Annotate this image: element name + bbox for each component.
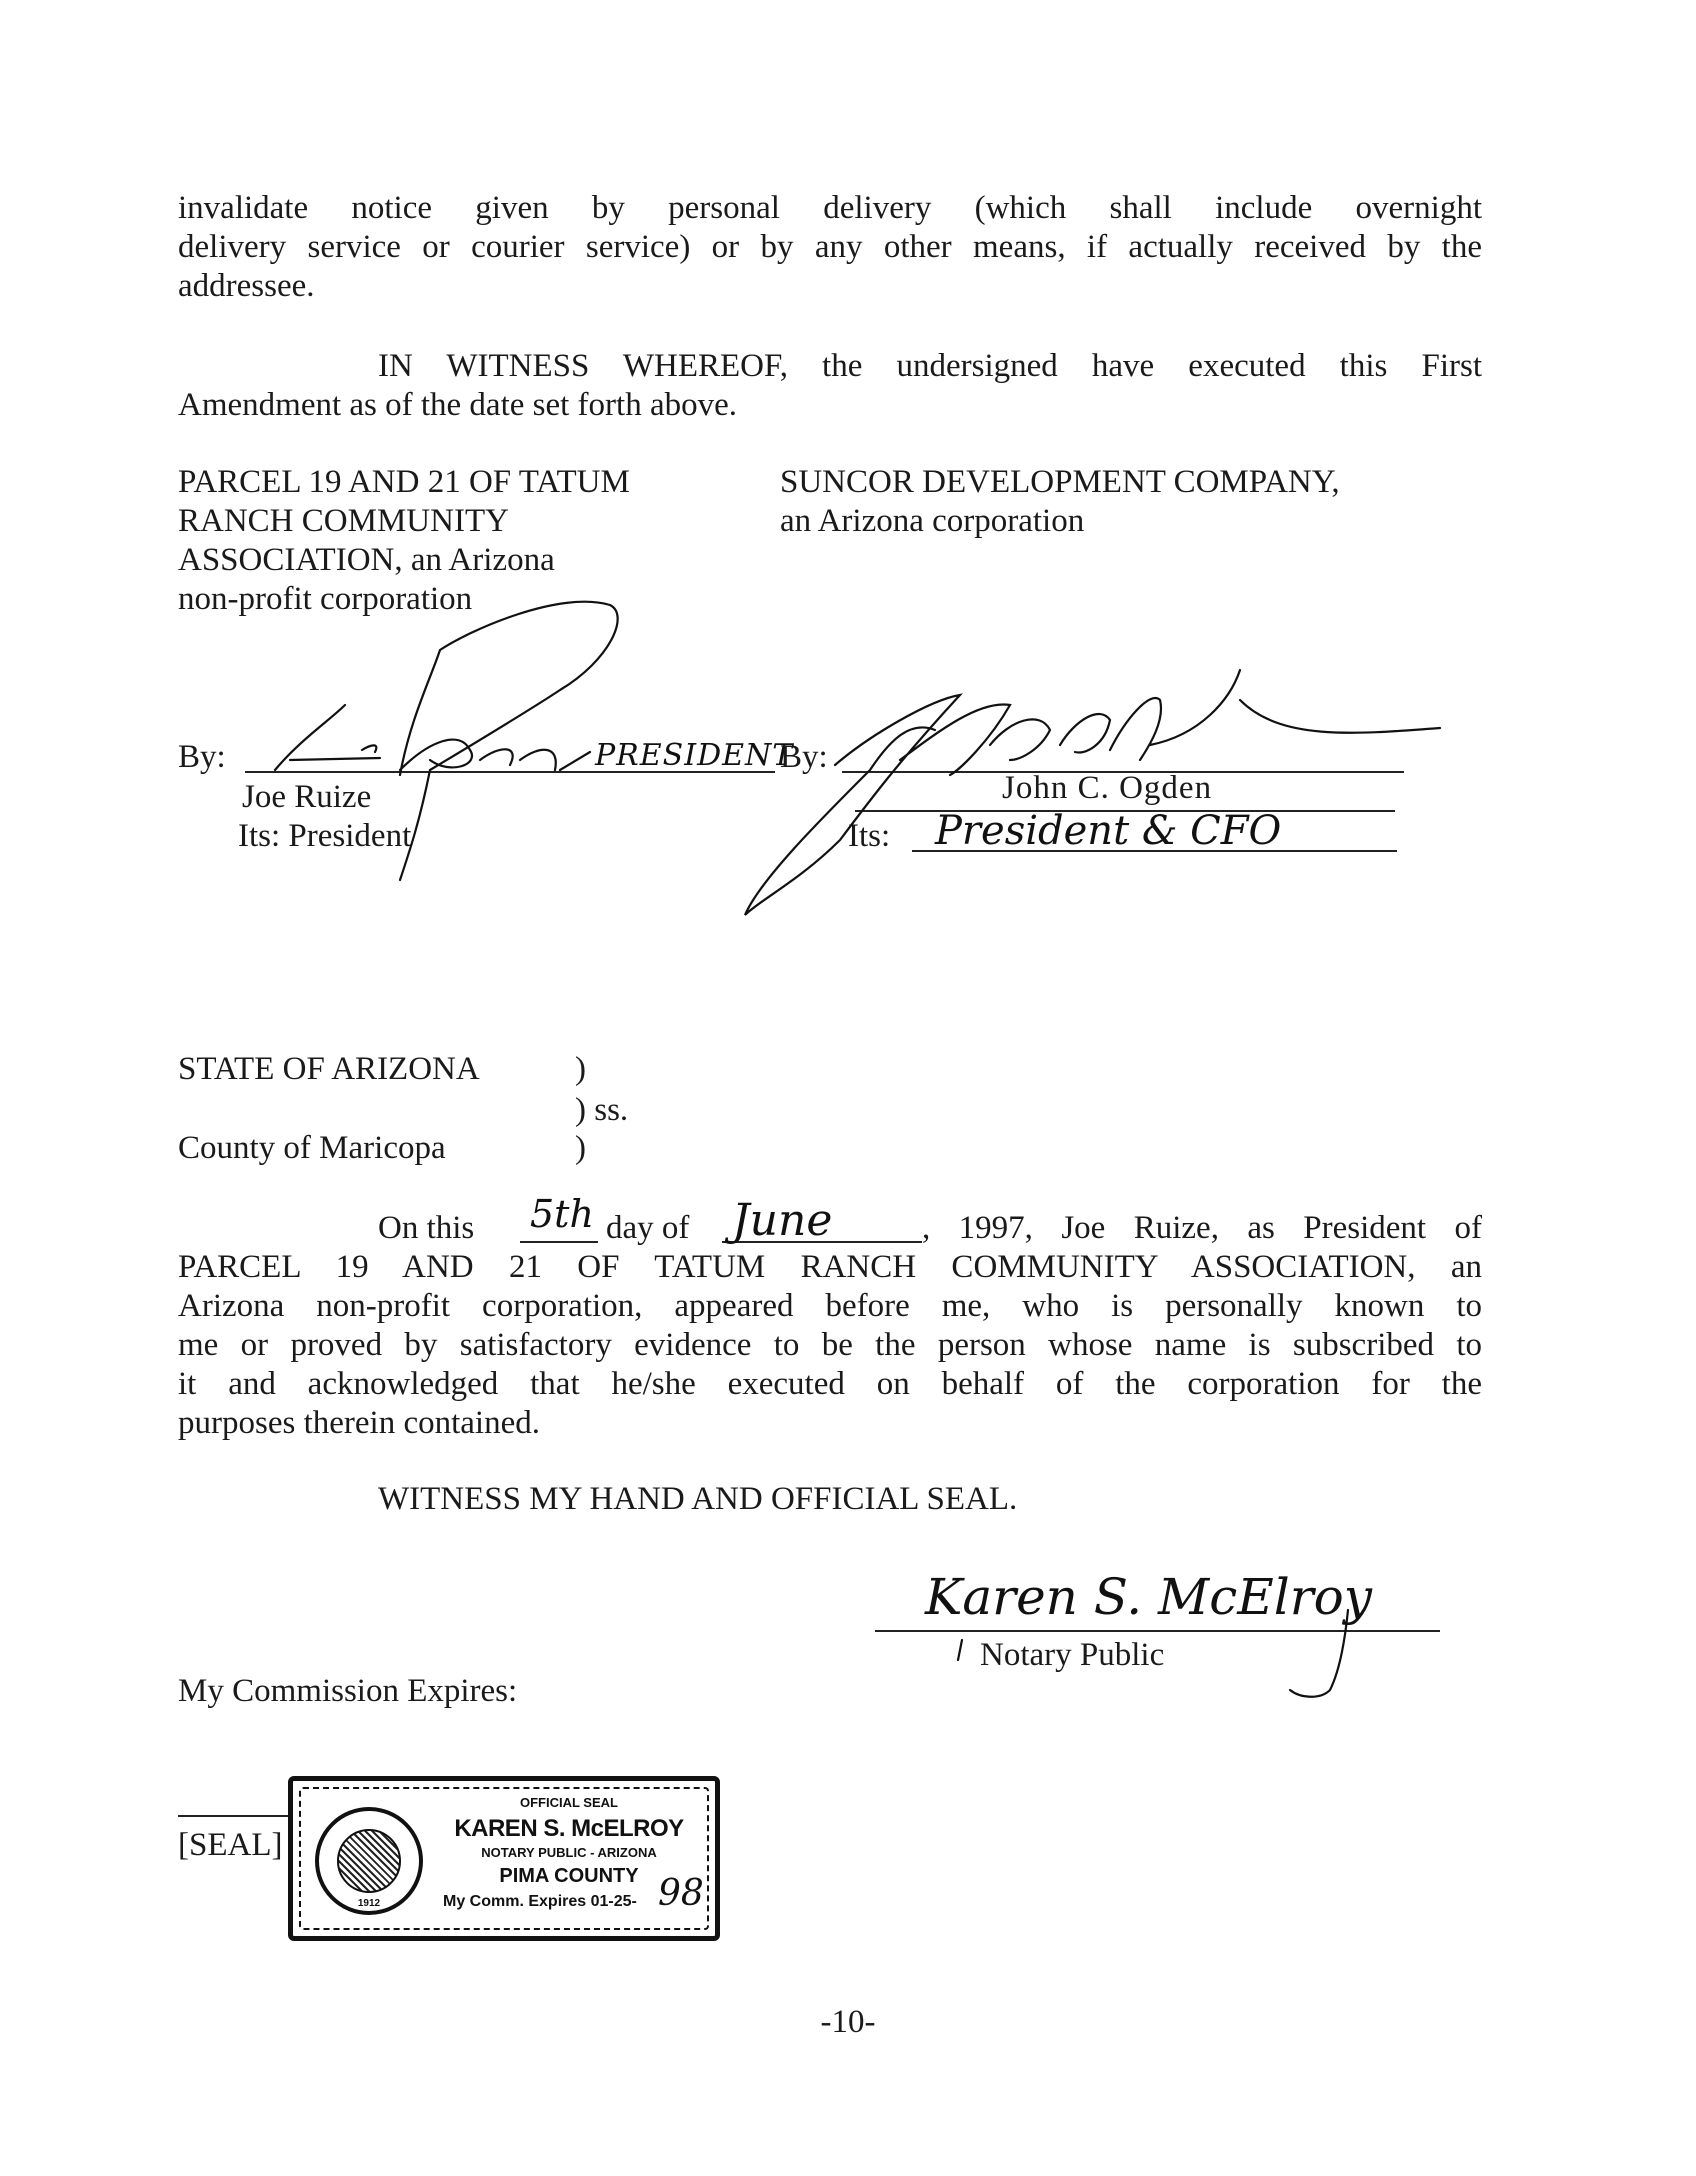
stamp-expires: My Comm. Expires 01-25-	[443, 1893, 637, 1910]
handwritten-title: President & CFO	[935, 808, 1282, 854]
ack-on-this: On this	[378, 1210, 475, 1246]
its-label: Its:	[848, 818, 891, 854]
venue-paren: )	[575, 1130, 586, 1166]
witness-clause-line: IN WITNESS WHEREOF, the undersigned have executed this First	[378, 348, 1482, 384]
ack-day-of: day of	[606, 1210, 690, 1246]
by-label: By:	[780, 739, 828, 775]
paragraph-line: delivery service or courier service) or by any other means, if actually received by the	[178, 229, 1482, 265]
right-party-line: SUNCOR DEVELOPMENT COMPANY,	[780, 464, 1340, 500]
paragraph-line: invalidate notice given by personal delivery (which shall include overnight	[178, 190, 1482, 226]
seal-year: 1912	[357, 1898, 381, 1909]
notary-public-label: Notary Public	[980, 1637, 1165, 1673]
witness-seal: WITNESS MY HAND AND OFFICIAL SEAL.	[378, 1481, 1018, 1517]
venue-ss: ) ss.	[575, 1092, 629, 1128]
commission-label: My Commission Expires:	[178, 1673, 518, 1709]
ack-line: , 1997, Joe Ruize, as President of	[922, 1210, 1482, 1246]
venue-paren: )	[575, 1051, 586, 1087]
paragraph-line: addressee.	[178, 268, 315, 304]
ack-line: purposes therein contained.	[178, 1405, 540, 1441]
left-party-line: PARCEL 19 AND 21 OF TATUM	[178, 464, 630, 500]
stamp-county: PIMA COUNTY	[499, 1865, 639, 1887]
handwritten-title: PRESIDENT	[595, 738, 794, 773]
ack-line: me or proved by satisfactory evidence to be the person whose name is subscribed to	[178, 1327, 1482, 1363]
left-party-line: ASSOCIATION, an Arizona	[178, 542, 555, 578]
by-label: By:	[178, 739, 226, 775]
right-party-line: an Arizona corporation	[780, 503, 1085, 539]
ack-line: it and acknowledged that he/she executed on behalf of the corporation for the	[178, 1366, 1482, 1402]
notary-signature: Karen S. McElroy	[925, 1568, 1372, 1626]
stamp-official: OFFICIAL SEAL	[520, 1795, 618, 1810]
left-party-line: non-profit corporation	[178, 581, 473, 617]
notary-stamp	[288, 1776, 720, 1941]
left-party-line: RANCH COMMUNITY	[178, 503, 509, 539]
signer-name: Joe Ruize	[242, 779, 372, 815]
signer-name: John C. Ogden	[1002, 770, 1213, 806]
seal-label: [SEAL]	[178, 1827, 283, 1863]
ack-line: Arizona non-profit corporation, appeared before me, who is personally known to	[178, 1288, 1482, 1324]
ack-line: PARCEL 19 AND 21 OF TATUM RANCH COMMUNITY ASSOCIATION, an	[178, 1249, 1482, 1285]
venue-state: STATE OF ARIZONA	[178, 1051, 480, 1087]
stamp-expires-year: 98	[658, 1873, 704, 1914]
stamp-notary-line: NOTARY PUBLIC - ARIZONA	[481, 1845, 657, 1860]
state-seal-icon	[315, 1807, 423, 1915]
stamp-name: KAREN S. McELROY	[454, 1815, 684, 1842]
seal-line	[178, 1815, 288, 1817]
handwritten-day: 5th	[530, 1192, 594, 1236]
venue-county: County of Maricopa	[178, 1130, 446, 1166]
page-number: -10-	[820, 2004, 876, 2040]
witness-clause-line: Amendment as of the date set forth above.	[178, 387, 737, 423]
signer-title: Its: President	[238, 818, 412, 854]
handwritten-month: June	[732, 1195, 833, 1246]
seal-center-icon	[337, 1829, 401, 1893]
